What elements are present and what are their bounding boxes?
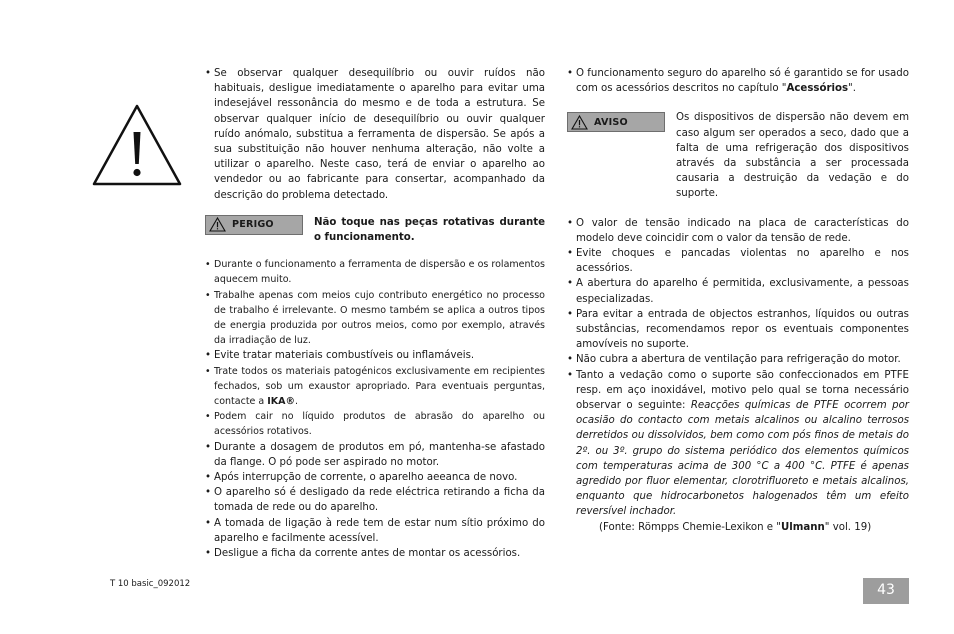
list-item: • Tanto a vedação como o suporte são confeccionados em PTFE resp. em aço inoxidável, motivo pelo qual se torna necessário observar o seguinte: Reacções químicas de PTFE ocorrem por ocasião do contacto com metais alcalinos ou alcalino terrosos derretidos ou dissolvidos, bem como com pós finos de metais do 2º. ou 3º. grupo do sistema periódico dos elementos químicos com temperaturas acima de 300 °C a 400 °C. PTFE é apenas agredido por fluor elementar, clorotrifluoreto e metais alcalinos, enquanto que hidrocarbonetos halogenados têm um efeito reversível inchador.	[567, 368, 909, 520]
list-item: • Evite tratar materiais combustíveis ou inflamáveis.	[205, 348, 545, 363]
list-item: • O valor de tensão indicado na placa de características do modelo deve coincidir com o valor da tensão de rede.	[567, 216, 909, 246]
intro-paragraph: • O funcionamento seguro do aparelho só é garantido se for usado com os acessórios descritos no capítulo "Acessórios".	[567, 66, 909, 96]
danger-label: PERIGO	[232, 219, 274, 231]
source-citation: (Fonte: Römpps Chemie-Lexikon e "Ulmann" vol. 19)	[599, 521, 872, 533]
list-item: • O aparelho só é desligado da rede eléctrica retirando a ficha da tomada de rede ou do aparelho.	[205, 485, 545, 515]
list-item: • Durante o funcionamento a ferramenta de dispersão e os rolamentos aquecem muito.	[205, 257, 545, 287]
list-item: • Para evitar a entrada de objectos estranhos, líquidos ou outras substâncias, recomendamos repor os eventuais componentes amovíveis no suporte.	[567, 307, 909, 353]
danger-text: Não toque nas peças rotativas durante o funcionamento.	[314, 216, 545, 244]
warning-triangle-icon	[209, 217, 226, 232]
warning-triangle-icon	[571, 115, 588, 130]
document-id: T 10 basic_092012	[110, 579, 191, 589]
list-item: • Podem cair no líquido produtos de abrasão do aparelho ou acessórios rotativos.	[205, 409, 545, 439]
warning-label: AVISO	[594, 116, 628, 128]
right-column	[567, 66, 909, 535]
list-item: • A abertura do aparelho é permitida, exclusivamente, a pessoas especializadas.	[567, 276, 909, 306]
list-item: • Durante a dosagem de produtos em pó, mantenha-se afastado da flange. O pó pode ser aspirado no motor.	[205, 440, 545, 470]
brand-name: IKA®	[267, 396, 296, 408]
list-item: • Evite choques e pancadas violentas no aparelho e nos acessórios.	[567, 246, 909, 276]
page-number: 43	[863, 578, 909, 604]
intro-paragraph: • Se observar qualquer desequilíbrio ou ouvir ruídos não habituais, desligue imediatamente o aparelho para evitar uma indesejável ressonância do mesmo e de toda a estrutura. Se observar qualquer início de desequilíbrio ou ouvir qualquer ruído anómalo, substitua a ferramenta de dispersão. Se após a sua substituição não houver nenhuma alteração, não volte a utilizar o aparelho. Neste caso, terá de enviar o aparelho ao vendedor ou ao fabricante para consertar, acompanhado da descrição do problema detectado.	[205, 66, 545, 203]
danger-notice	[205, 215, 545, 245]
danger-label-box	[205, 215, 303, 235]
warning-label-box	[567, 112, 665, 132]
warning-text: Os dispositivos de dispersão não devem em caso algum ser operados a seco, dado que a falta de uma refrigeração dos dispositivos através da substância a ser processada causaria a destruição da vedação e do suporte.	[676, 112, 909, 200]
list-item: • Desligue a ficha da corrente antes de montar os acessórios.	[205, 546, 545, 561]
warning-notice	[567, 110, 909, 201]
warning-triangle-icon	[91, 102, 183, 188]
list-item: • A tomada de ligação à rede tem de estar num sítio próximo do aparelho e facilmente acessível.	[205, 516, 545, 546]
list-item: • Não cubra a abertura de ventilação para refrigeração do motor.	[567, 352, 909, 367]
list-item: • Trate todos os materiais patogénicos exclusivamente em recipientes fechados, sob um exaustor apropriado. Para eventuais perguntas, contacte a IKA®.	[205, 364, 545, 410]
list-item: • Após interrupção de corrente, o aparelho aeeanca de novo.	[205, 470, 545, 485]
left-column	[205, 66, 545, 561]
list-item: • Trabalhe apenas com meios cujo contributo energético no processo de trabalho é irrelevante. O mesmo também se aplica a outros tipos de energia produzida por outros meios, como por exemplo, através da irradiação de luz.	[205, 288, 545, 349]
